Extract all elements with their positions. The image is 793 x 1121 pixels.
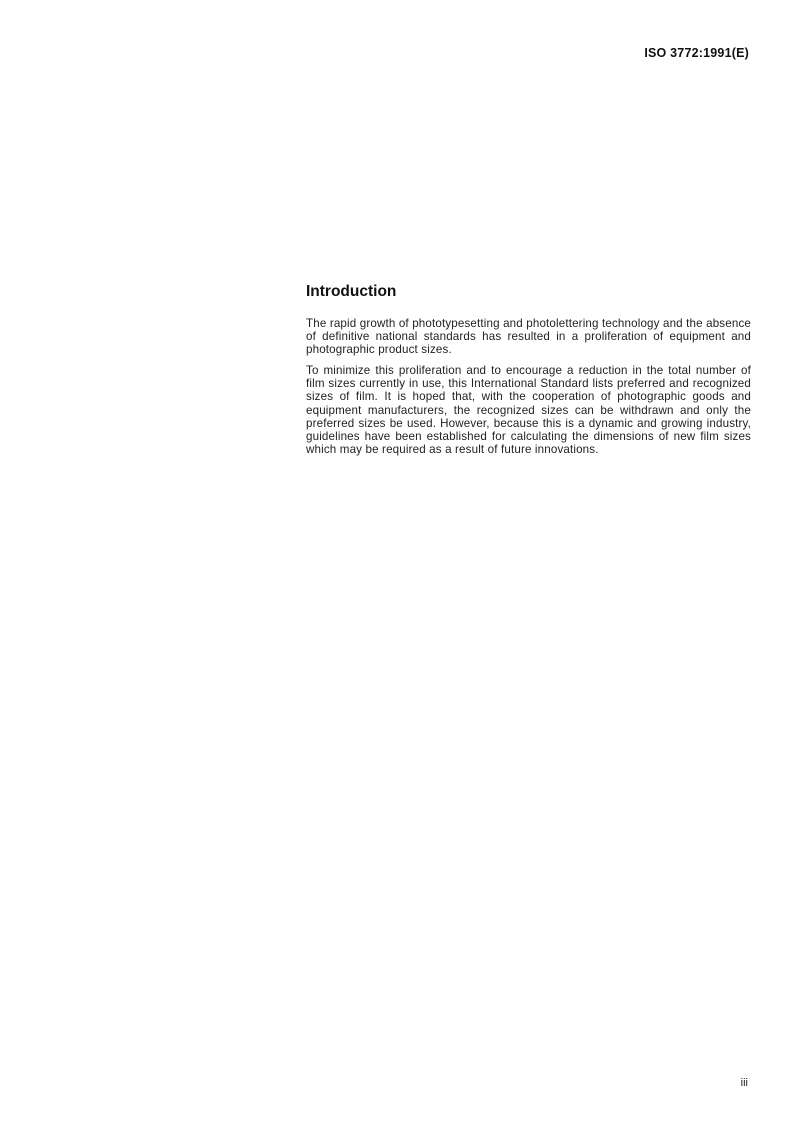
section-title: Introduction <box>306 283 397 300</box>
paragraph: To minimize this proliferation and to encourage a reduction in the total number of film sizes currently in use, this International Standard lists preferred and recognized sizes of film. It is hoped that, with the cooperation of photographic goods and equipment manufacturers, the recognized sizes can be withdrawn and only the preferred sizes be used. However, because this is a dynamic and growing industry, guidelines have been established for calculating the dimensions of new film sizes which may be required as a result of future innovations. <box>306 364 751 456</box>
paragraph: The rapid growth of phototypesetting and photolettering technology and the absence of definitive national standards has resulted in a proliferation of equipment and photographic product sizes. <box>306 317 751 357</box>
introduction-section <box>306 283 751 464</box>
page-number: iii <box>740 1077 748 1089</box>
document-id: ISO 3772:1991(E) <box>644 46 749 60</box>
